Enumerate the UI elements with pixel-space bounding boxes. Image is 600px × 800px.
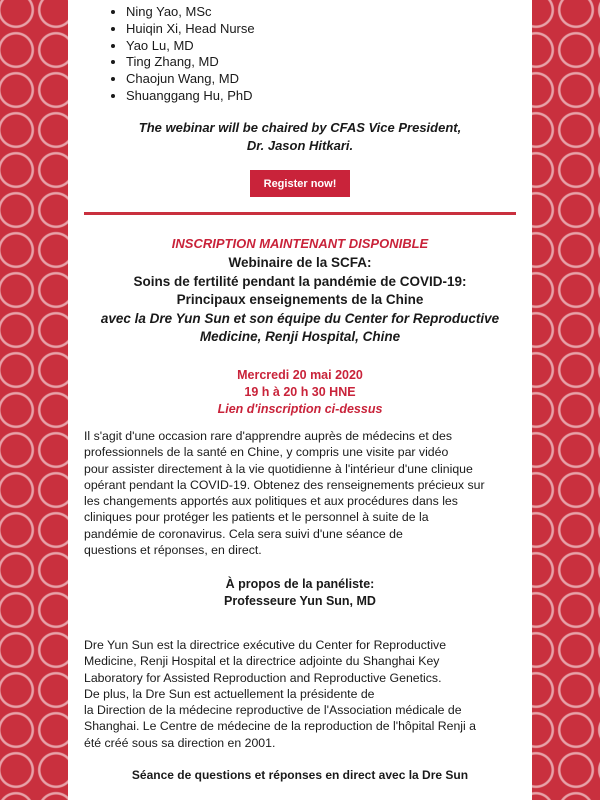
list-item: • Shuanggang Hu, PhD <box>126 88 255 105</box>
title-line-1: Soins de fertilité pendant la pandémie de COVID-19: <box>133 273 467 289</box>
bio-paragraph <box>84 637 516 751</box>
qa-heading: Séance de questions et réponses en direct avec la Dre Sun <box>131 768 469 782</box>
paragraph-line: pandémie de coronavirus. Cela sera suivi d'une séance de <box>84 526 403 541</box>
paragraph-line: professionnels de la santé en Chine, y compris une visite par vidéo <box>84 445 449 460</box>
section-divider <box>84 212 516 215</box>
event-date: Mercredi 20 mai 2020 <box>237 368 363 382</box>
event-time: 19 h à 20 h 30 HNE <box>244 384 356 399</box>
paragraph-line: pour assister directement à la vie quotidienne à l'intérieur d'une clinique <box>84 461 473 476</box>
french-title-block <box>84 254 516 347</box>
paragraph-line: cliniques pour protéger les patients et le personnel à suite de la <box>84 510 429 525</box>
list-item: • Chaojun Wang, MD <box>126 71 255 88</box>
paragraph-line: Dre Yun Sun est la directrice exécutive du Center for Reproductive <box>84 638 447 652</box>
with-line-2: Medicine, Renji Hospital, Chine <box>199 329 401 345</box>
title-line-2: Principaux enseignements de la Chine <box>176 292 424 308</box>
with-line-1: avec la Dre Yun Sun et son équipe du Center for Reproductive <box>100 310 500 326</box>
list-item: • Huiqin Xi, Head Nurse <box>126 21 255 38</box>
about-name: Professeure Yun Sun, MD <box>224 594 376 608</box>
paragraph-line: les changements apportés aux politiques et aux procédures dans les <box>84 494 458 509</box>
email-content-column <box>68 0 532 800</box>
paragraph-line: Medicine, Renji Hospital et la directrice adjointe du Shanghai Key <box>84 654 440 669</box>
event-date-block <box>84 367 516 417</box>
paragraph-line: De plus, la Dre Sun est actuellement la présidente de <box>84 686 375 701</box>
paragraph-line: Il s'agit d'une occasion rare d'apprendre auprès de médecins et des <box>84 429 452 443</box>
paragraph-line: questions et réponses, en direct. <box>84 543 262 558</box>
webinar-label: Webinaire de la SCFA: <box>228 255 372 270</box>
paragraph-line: Shanghai. Le Centre de médecine de la reproduction de l'hôpital Renji a <box>84 719 477 734</box>
about-panelist-heading <box>84 576 516 610</box>
paragraph-line: la Direction de la médecine reproductive de l'Association médicale de <box>84 703 462 718</box>
list-item: • Yao Lu, MD <box>126 38 255 55</box>
registration-link[interactable]: Lien d'inscription ci-dessus <box>217 401 383 416</box>
paragraph-line: opérant pendant la COVID-19. Obtenez des renseignements précieux sur <box>84 477 485 492</box>
description-paragraph <box>84 428 516 558</box>
list-item: • Ting Zhang, MD <box>126 54 255 71</box>
panelist-list <box>98 4 255 105</box>
register-button[interactable]: Register now! <box>250 170 350 197</box>
paragraph-line: Laboratory for Assisted Reproduction and Reproductive Genetics. <box>84 670 442 685</box>
list-item: • Ning Yao, MSc <box>126 4 255 21</box>
inscription-banner: INSCRIPTION MAINTENANT DISPONIBLE <box>171 236 429 251</box>
chair-note <box>84 119 516 155</box>
chair-line-2: Dr. Jason Hitkari. <box>246 138 354 153</box>
chair-line-1: The webinar will be chaired by CFAS Vice President, <box>138 120 462 135</box>
about-label: À propos de la panéliste: <box>225 577 375 591</box>
paragraph-line: été créé sous sa direction en 2001. <box>84 735 276 750</box>
